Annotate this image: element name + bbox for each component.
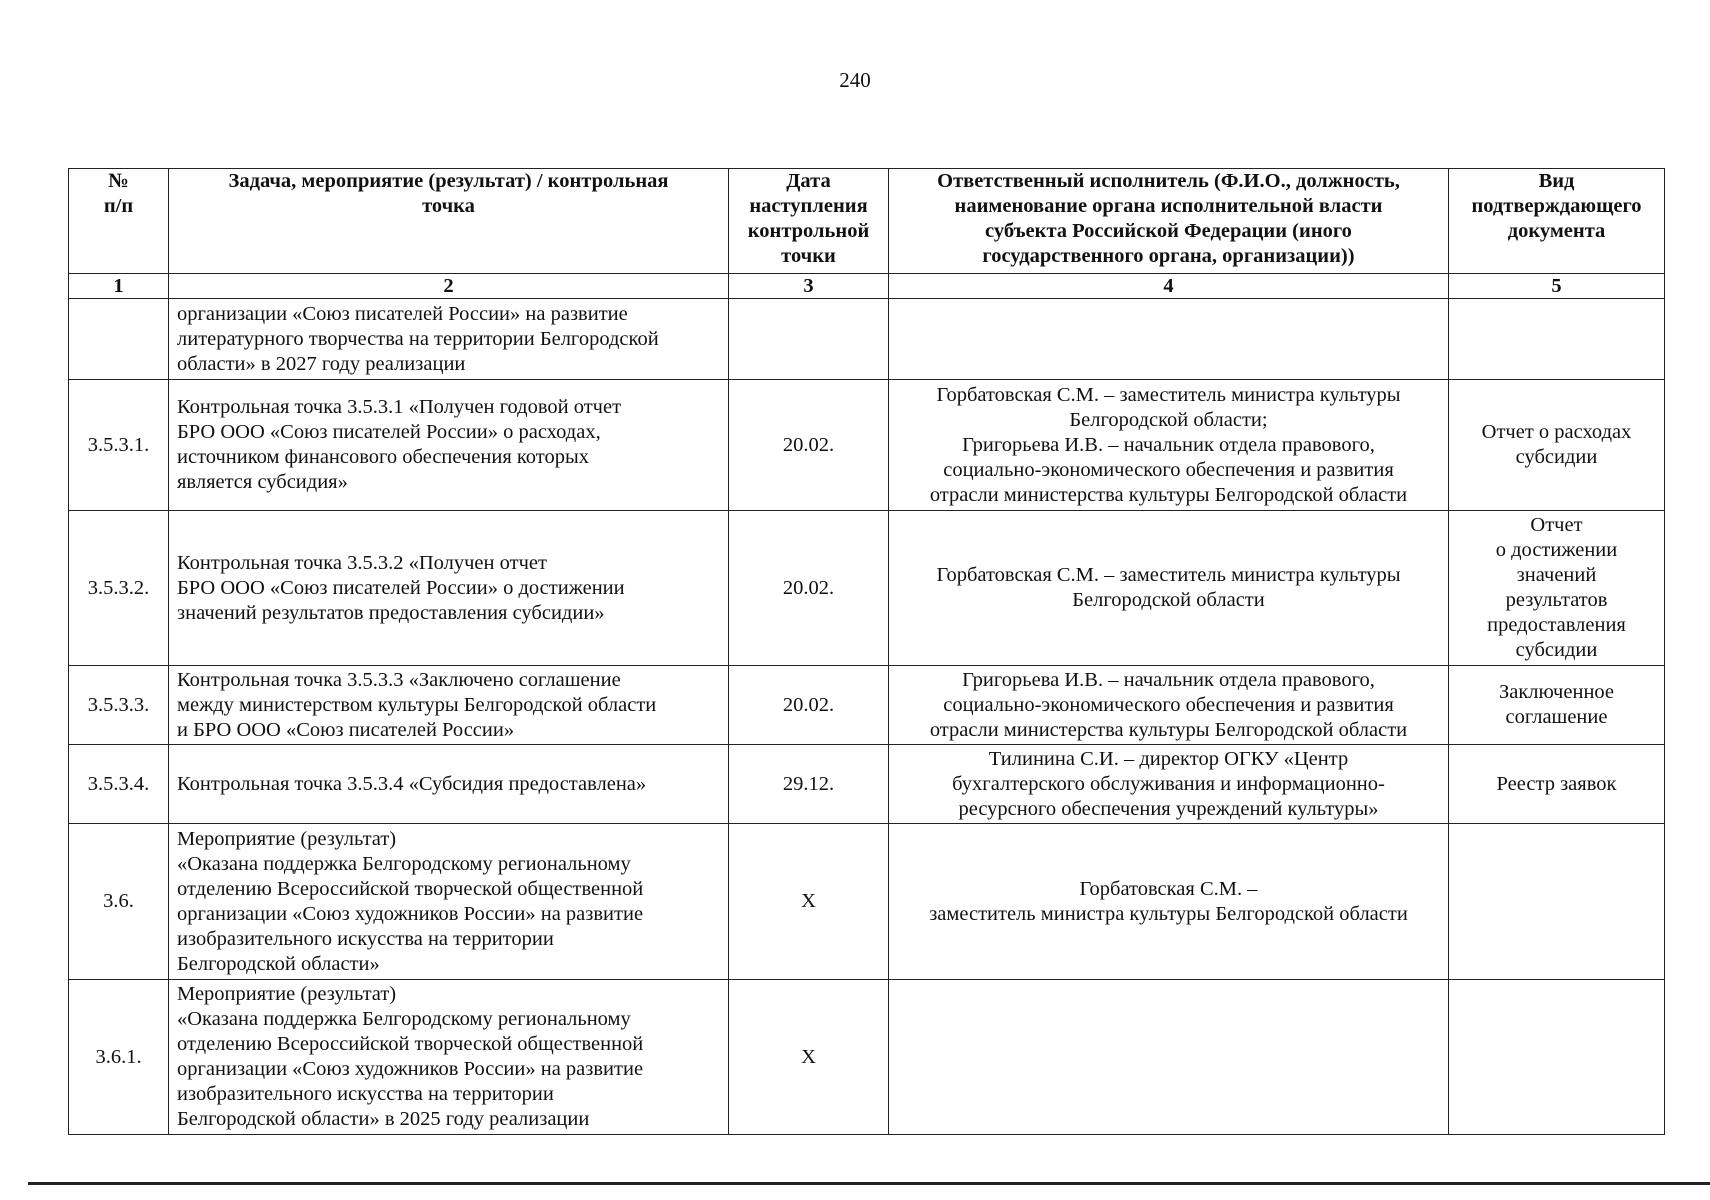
row-responsible: Тилинина С.И. – директор ОГКУ «Центр бухгалтерского обслуживания и информационно- ресурсного обеспечения учреждений культуры»: [889, 745, 1449, 824]
row-date: Х: [729, 824, 889, 980]
row-responsible: Горбатовская С.М. – заместитель министра культуры Белгородской области; Григорьева И.В. – начальник отдела правового, социально-экономического обеспечения и развития отрасли министерства культуры Белгородской области: [889, 380, 1449, 511]
table-row: [69, 745, 1665, 824]
column-number: 5: [1449, 274, 1665, 299]
header-row: [69, 169, 1665, 274]
row-date: Х: [729, 980, 889, 1135]
header-responsible: Ответственный исполнитель (Ф.И.О., должность, наименование органа исполнительной власти субъекта Российской Федерации (иного государственного органа, организации)): [889, 169, 1449, 274]
row-date: 20.02.: [729, 666, 889, 745]
row-date: [729, 299, 889, 380]
row-task: Мероприятие (результат) «Оказана поддержка Белгородскому региональному отделению Всероссийской творческой общественной организации «Союз художников России» на развитие изобразительного искусства на территории Белгородской области» в 2025 году реализации: [169, 980, 729, 1135]
row-responsible: [889, 299, 1449, 380]
row-document: Реестр заявок: [1449, 745, 1665, 824]
row-task: Мероприятие (результат) «Оказана поддержка Белгородскому региональному отделению Всероссийской творческой общественной организации «Союз художников России» на развитие изобразительного искусства на территории Белгородской области»: [169, 824, 729, 980]
row-date: 20.02.: [729, 511, 889, 666]
row-number: 3.5.3.1.: [69, 380, 169, 511]
row-number: 3.5.3.2.: [69, 511, 169, 666]
row-number: 3.5.3.4.: [69, 745, 169, 824]
column-number: 1: [69, 274, 169, 299]
row-responsible: Горбатовская С.М. – заместитель министра культуры Белгородской области: [889, 511, 1449, 666]
row-document: [1449, 824, 1665, 980]
page-number: 240: [839, 68, 871, 92]
column-number: 3: [729, 274, 889, 299]
table-row: [69, 511, 1665, 666]
row-document: [1449, 299, 1665, 380]
table-row: [69, 824, 1665, 980]
row-number: 3.5.3.3.: [69, 666, 169, 745]
row-responsible: [889, 980, 1449, 1135]
row-task: Контрольная точка 3.5.3.3 «Заключено соглашение между министерством культуры Белгородской области и БРО ООО «Союз писателей России»: [169, 666, 729, 745]
row-document: [1449, 980, 1665, 1135]
row-number: 3.6.1.: [69, 980, 169, 1135]
row-responsible: Горбатовская С.М. – заместитель министра культуры Белгородской области: [889, 824, 1449, 980]
row-number: 3.6.: [69, 824, 169, 980]
row-task: организации «Союз писателей России» на развитие литературного творчества на территории Белгородской области» в 2027 году реализации: [169, 299, 729, 380]
row-document: Отчет о достижении значений результатов предоставления субсидии: [1449, 511, 1665, 666]
control-points-table: [68, 168, 1665, 1135]
header-task: Задача, мероприятие (результат) / контрольная точка: [169, 169, 729, 274]
row-responsible: Григорьева И.В. – начальник отдела правового, социально-экономического обеспечения и развития отрасли министерства культуры Белгородской области: [889, 666, 1449, 745]
row-document: Отчет о расходах субсидии: [1449, 380, 1665, 511]
row-task: Контрольная точка 3.5.3.4 «Субсидия предоставлена»: [169, 745, 729, 824]
table-row: [69, 980, 1665, 1135]
row-task: Контрольная точка 3.5.3.1 «Получен годовой отчет БРО ООО «Союз писателей России» о расходах, источником финансового обеспечения которых является субсидия»: [169, 380, 729, 511]
header-document-type: Вид подтверждающего документа: [1449, 169, 1665, 274]
row-document: Заключенное соглашение: [1449, 666, 1665, 745]
column-number-row: [69, 274, 1665, 299]
header-number: № п/п: [69, 169, 169, 274]
row-number: [69, 299, 169, 380]
column-number: 2: [169, 274, 729, 299]
page-bottom-rule: [28, 1182, 1710, 1185]
table-row: [69, 380, 1665, 511]
row-date: 20.02.: [729, 380, 889, 511]
row-task: Контрольная точка 3.5.3.2 «Получен отчет БРО ООО «Союз писателей России» о достижении значений результатов предоставления субсидии»: [169, 511, 729, 666]
row-date: 29.12.: [729, 745, 889, 824]
table-row: [69, 299, 1665, 380]
column-number: 4: [889, 274, 1449, 299]
table-row: [69, 666, 1665, 745]
header-date: Дата наступления контрольной точки: [729, 169, 889, 274]
